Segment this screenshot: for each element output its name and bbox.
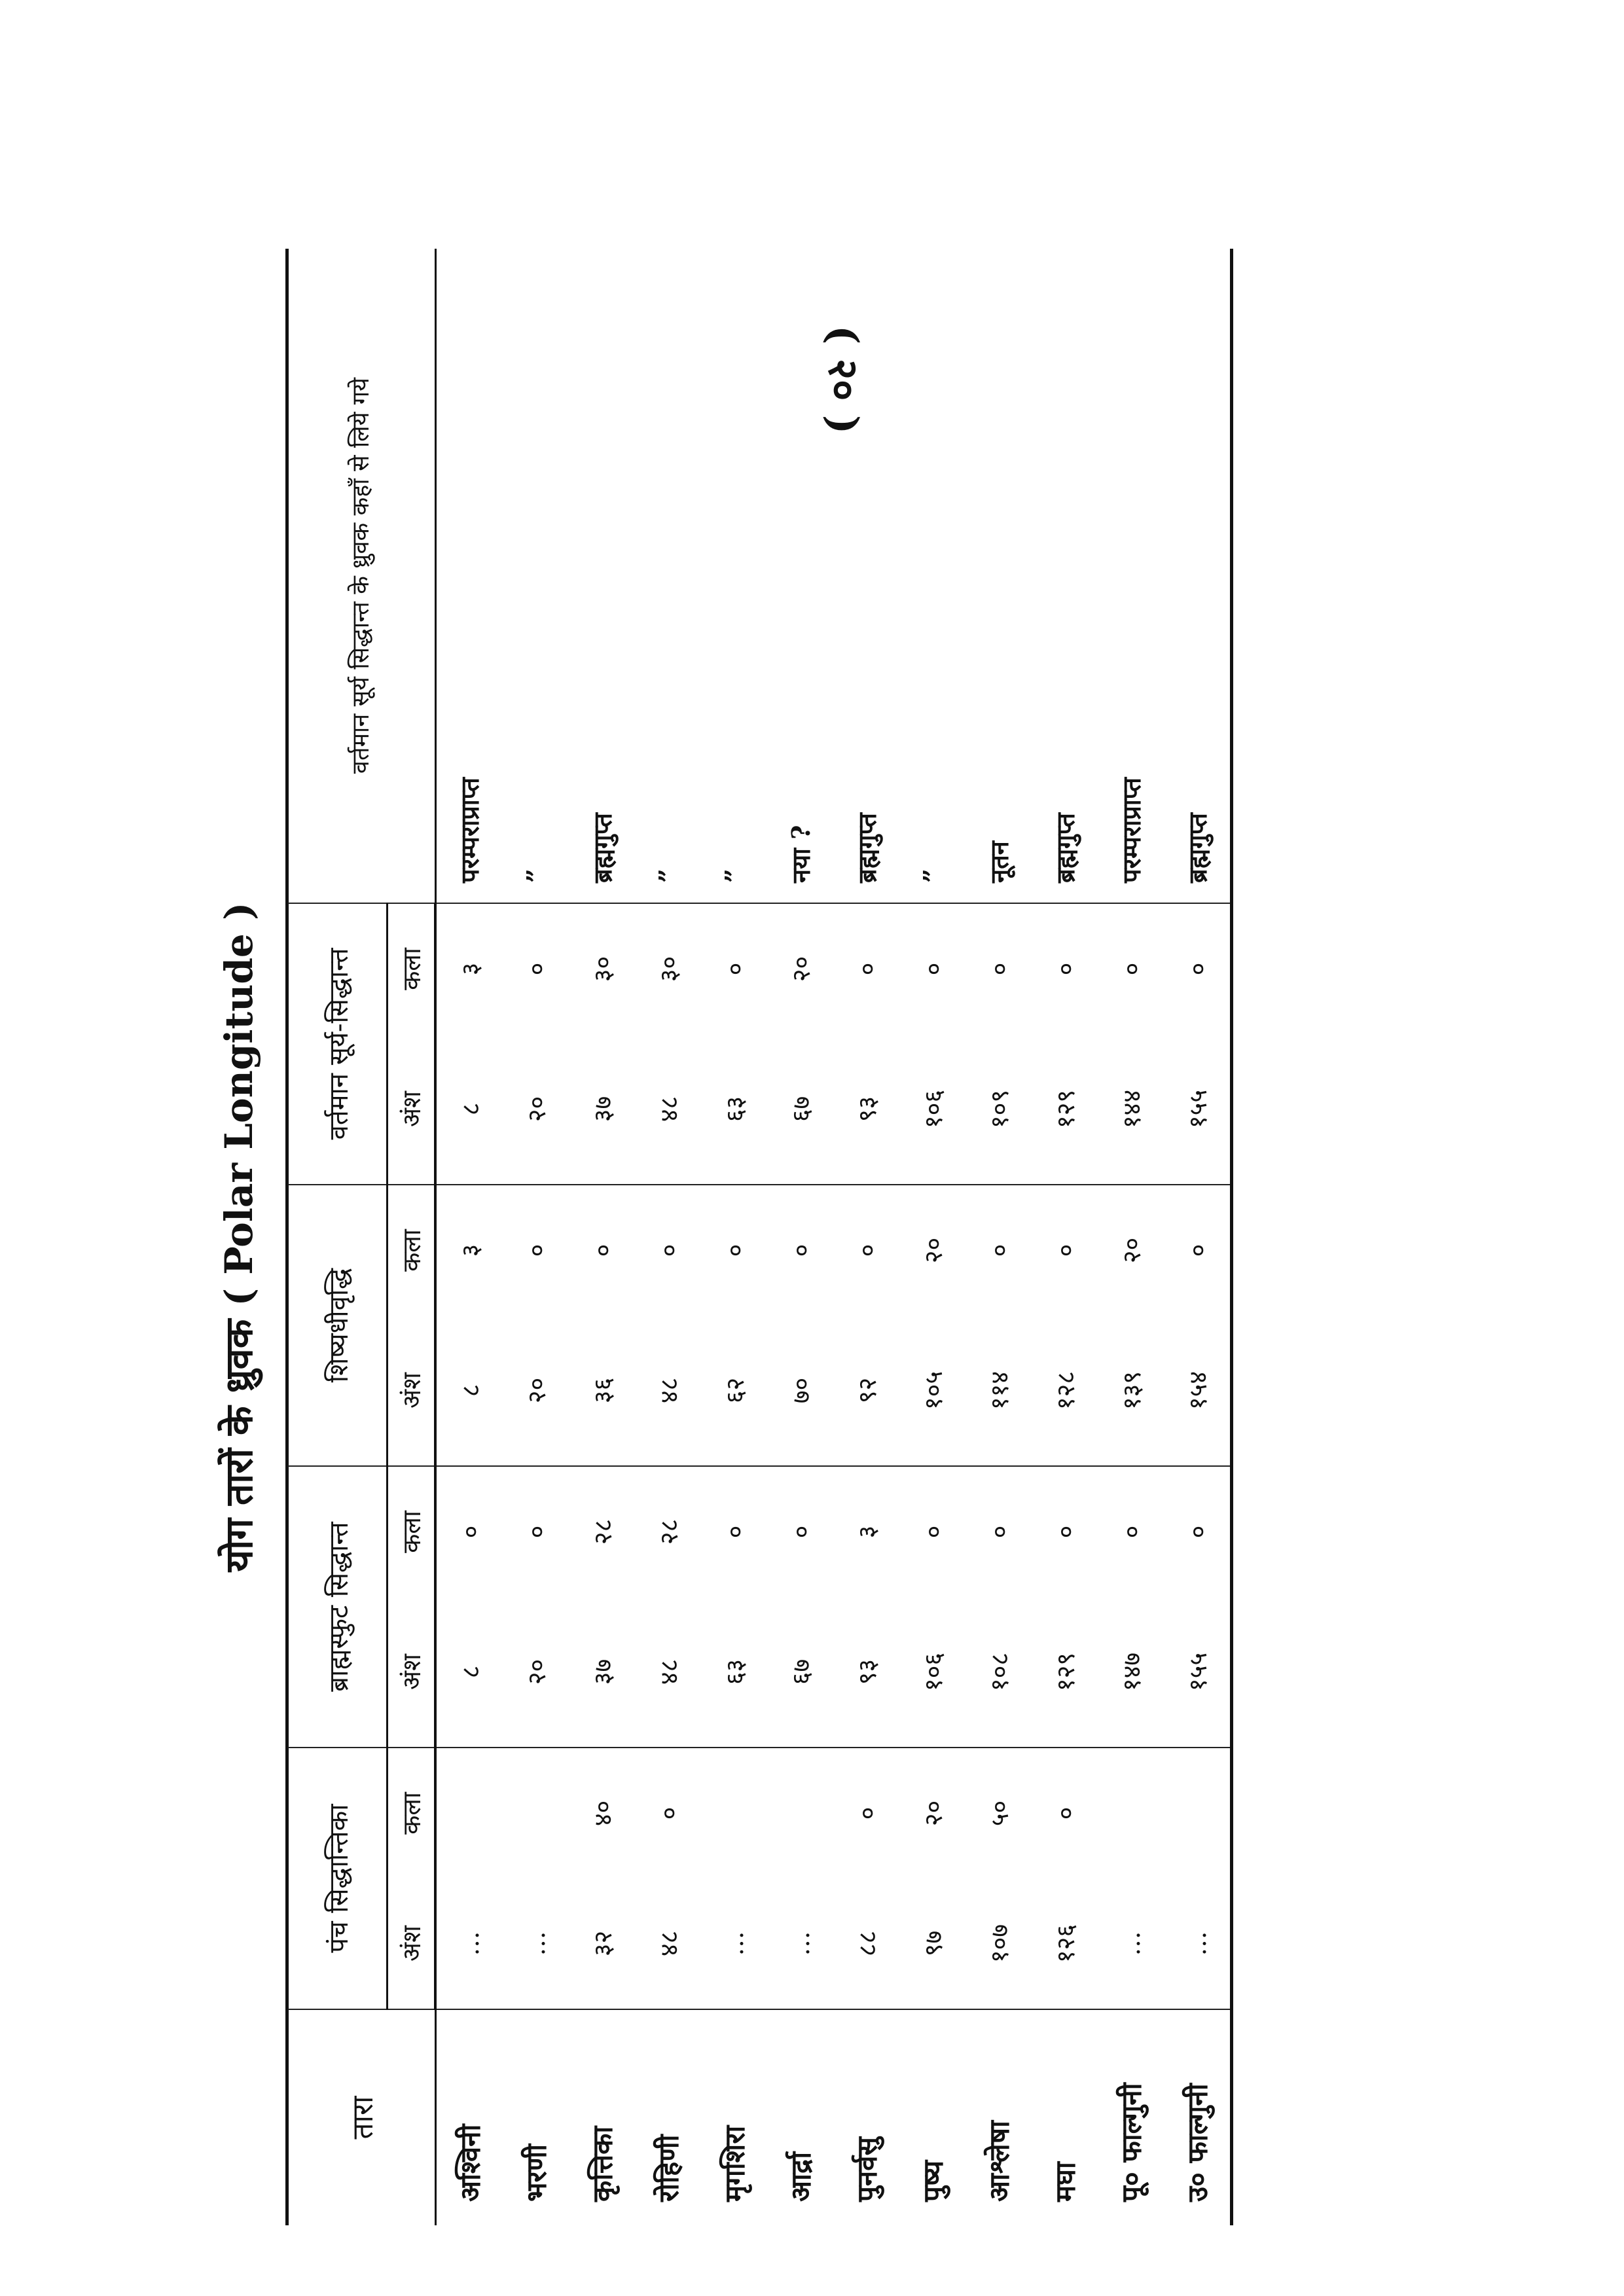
table-row (569, 249, 635, 2225)
cell-source: परम्पराप्राप्त (1098, 249, 1164, 903)
cell-brahma-ansh: १०६ (899, 1597, 965, 1748)
sub-ansh: अंश (388, 1034, 436, 1185)
cell-name: उ० फाल्गुनी (1182, 2083, 1214, 2202)
cell-shishya-ansh: ७० (767, 1316, 833, 1466)
cell-name: आर्द्रा (785, 2151, 817, 2202)
header-panch-siddhantika: पंच सिद्धान्तिका (288, 1748, 388, 2009)
cell-surya-kala: ० (852, 962, 882, 976)
cell-name: पुनर्वसु (851, 2137, 883, 2202)
cell-surya-ansh: ४८ (635, 1034, 701, 1185)
cell-panch-kala (767, 1748, 833, 1878)
cell-panch-ansh: … (503, 1878, 569, 2009)
header-source: वर्तमान सूर्य सिद्धान्त के ध्रुवक कहाँ से लिये गये (288, 249, 435, 903)
cell-brahma-ansh: २० (503, 1597, 569, 1748)
header-brahmasphuta-siddhanta: ब्राह्मस्फुट सिद्धान्त (288, 1466, 388, 1748)
header-group-row (288, 249, 388, 2225)
table-row (1032, 249, 1098, 2225)
cell-brahma-ansh: ६७ (767, 1597, 833, 1748)
cell-brahma-ansh: १४७ (1098, 1597, 1164, 1748)
sub-ansh: अंश (388, 1597, 436, 1748)
cell-panch-kala (1098, 1748, 1164, 1878)
cell-brahma-ansh: ८ (435, 1597, 503, 1748)
cell-shishya-ansh: १३९ (1098, 1316, 1164, 1466)
cell-panch-ansh: … (435, 1878, 503, 2009)
cell-source: ” (503, 249, 569, 903)
cell-surya-kala: २० (786, 956, 816, 982)
cell-surya-kala: ० (918, 962, 948, 976)
cell-panch-ansh: ४८ (635, 1878, 701, 2009)
cell-shishya-kala: ० (852, 1244, 882, 1257)
cell-name: भरणी (520, 2144, 552, 2202)
header-vartaman-surya-siddhanta: वर्तमान सूर्य-सिद्धान्त (288, 903, 388, 1185)
cell-source: ब्रह्मगुप्त (569, 249, 635, 903)
cell-panch-ansh: ३२ (569, 1878, 635, 2009)
cell-name: रोहिणी (653, 2134, 685, 2202)
cell-shishya-kala: ० (588, 1244, 617, 1257)
header-shishyadhivriddhi: शिष्यधीवृद्धि (288, 1185, 388, 1466)
sub-ansh: अंश (388, 1878, 436, 2009)
cell-surya-ansh: ९३ (833, 1034, 899, 1185)
cell-brahma-kala: २८ (654, 1518, 683, 1545)
cell-brahma-kala: २८ (588, 1518, 617, 1545)
cell-shishya-ansh: ४८ (635, 1316, 701, 1466)
cell-name: मघा (1049, 2162, 1081, 2202)
cell-brahma-kala: ० (720, 1525, 749, 1539)
cell-shishya-ansh: २० (503, 1316, 569, 1466)
polar-longitude-table (288, 249, 1233, 2225)
cell-surya-ansh: १०९ (965, 1034, 1032, 1185)
cell-source: ब्रह्मगुप्त (1164, 249, 1232, 903)
cell-surya-kala: ० (1051, 962, 1080, 976)
cell-shishya-kala: ० (522, 1244, 551, 1257)
cell-shishya-ansh: ६२ (701, 1316, 767, 1466)
cell-panch-ansh: १२६ (1032, 1878, 1098, 2009)
sub-kala: कला (388, 1185, 436, 1316)
table-row (635, 249, 701, 2225)
cell-name: पुष्य (917, 2160, 949, 2202)
cell-brahma-ansh: १५५ (1164, 1597, 1232, 1748)
sub-kala: कला (388, 1748, 436, 1878)
cell-panch-kala: ४० (588, 1800, 617, 1827)
cell-brahma-ansh: १०८ (965, 1597, 1032, 1748)
table-body (435, 249, 1232, 2225)
table-row (701, 249, 767, 2225)
table-row (1164, 249, 1232, 2225)
cell-shishya-kala: २० (1117, 1237, 1146, 1264)
cell-surya-kala: ० (984, 962, 1014, 976)
cell-panch-kala: ० (654, 1806, 683, 1820)
cell-brahma-kala: ० (456, 1525, 485, 1539)
cell-brahma-kala: ० (1051, 1525, 1080, 1539)
cell-surya-kala: ० (1117, 962, 1146, 976)
table-row (833, 249, 899, 2225)
cell-panch-kala: ५० (984, 1800, 1014, 1827)
cell-shishya-kala: २० (918, 1237, 948, 1264)
cell-shishya-ansh: ११४ (965, 1316, 1032, 1466)
cell-surya-ansh: २० (503, 1034, 569, 1185)
polar-longitude-table-block (203, 249, 1420, 2225)
table-row (1098, 249, 1164, 2225)
cell-source: नया ? (767, 249, 833, 903)
cell-surya-ansh: १४४ (1098, 1034, 1164, 1185)
cell-surya-kala: ३ (456, 962, 485, 976)
page-number: ( २० ) (820, 325, 867, 435)
cell-name: कृत्तिका (586, 2126, 619, 2202)
cell-shishya-ansh: ८ (435, 1316, 503, 1466)
cell-shishya-kala: ० (1051, 1244, 1080, 1257)
cell-shishya-kala: ० (1183, 1244, 1212, 1257)
cell-shishya-ansh: १२८ (1032, 1316, 1098, 1466)
cell-surya-ansh: १०६ (899, 1034, 965, 1185)
cell-surya-ansh: १५५ (1164, 1034, 1232, 1185)
cell-brahma-ansh: ४८ (635, 1597, 701, 1748)
cell-name: अश्विनी (454, 2124, 486, 2202)
sub-kala: कला (388, 903, 436, 1034)
cell-surya-ansh: १२९ (1032, 1034, 1098, 1185)
cell-brahma-kala: ३ (852, 1525, 882, 1539)
header-tara: तारा (288, 2009, 435, 2225)
cell-brahma-ansh: ६३ (701, 1597, 767, 1748)
cell-panch-kala: २० (918, 1800, 948, 1827)
cell-surya-ansh: ८ (435, 1034, 503, 1185)
bottom-rule (1232, 249, 1234, 2225)
cell-surya-kala: ३० (654, 956, 683, 982)
cell-brahma-ansh: १२९ (1032, 1597, 1098, 1748)
cell-surya-ansh: ६३ (701, 1034, 767, 1185)
cell-brahma-kala: ० (1183, 1525, 1212, 1539)
cell-brahma-kala: ० (522, 1525, 551, 1539)
cell-panch-ansh: … (1098, 1878, 1164, 2009)
cell-shishya-ansh: १०५ (899, 1316, 965, 1466)
cell-panch-ansh: ८८ (833, 1878, 899, 2009)
cell-surya-kala: ३० (588, 956, 617, 982)
cell-shishya-kala: ० (720, 1244, 749, 1257)
cell-shishya-kala: ३ (456, 1244, 485, 1257)
table-title: योग तारों के ध्रुवक ( Polar Longitude ) (217, 902, 261, 1572)
cell-name: मृगशिरा (719, 2125, 751, 2202)
table-row (767, 249, 833, 2225)
cell-source: ” (635, 249, 701, 903)
cell-panch-kala: ० (852, 1806, 882, 1820)
cell-panch-ansh: … (1164, 1878, 1232, 2009)
table-row (899, 249, 965, 2225)
sub-ansh: अंश (388, 1316, 436, 1466)
cell-shishya-ansh: १५४ (1164, 1316, 1232, 1466)
cell-surya-kala: ० (522, 962, 551, 976)
cell-shishya-kala: ० (984, 1244, 1014, 1257)
cell-panch-kala (435, 1748, 503, 1878)
cell-source: परम्पराप्राप्त (435, 249, 503, 903)
sub-kala: कला (388, 1466, 436, 1597)
cell-shishya-ansh: ३६ (569, 1316, 635, 1466)
table-row (503, 249, 569, 2225)
table-row (965, 249, 1032, 2225)
cell-source: ब्रह्मगुप्त (1032, 249, 1098, 903)
cell-brahma-ansh: ३७ (569, 1597, 635, 1748)
cell-panch-kala: ० (1051, 1806, 1080, 1820)
cell-panch-ansh: १०७ (965, 1878, 1032, 2009)
cell-brahma-kala: ० (786, 1525, 816, 1539)
cell-shishya-kala: ० (654, 1244, 683, 1257)
cell-source: ” (899, 249, 965, 903)
cell-panch-ansh: … (767, 1878, 833, 2009)
cell-panch-kala (503, 1748, 569, 1878)
cell-surya-ansh: ६७ (767, 1034, 833, 1185)
cell-name: पू० फाल्गुनी (1115, 2083, 1147, 2202)
cell-surya-ansh: ३७ (569, 1034, 635, 1185)
cell-source: ब्रह्मगुप्त (833, 249, 899, 903)
cell-source: नूतन (965, 249, 1032, 903)
cell-surya-kala: ० (720, 962, 749, 976)
cell-panch-ansh: ९७ (899, 1878, 965, 2009)
cell-panch-kala (1164, 1748, 1232, 1878)
cell-name: आश्लेषा (983, 2121, 1015, 2202)
cell-brahma-kala: ० (1117, 1525, 1146, 1539)
cell-surya-kala: ० (1183, 962, 1212, 976)
cell-brahma-kala: ० (918, 1525, 948, 1539)
table-row (435, 249, 503, 2225)
cell-brahma-ansh: ९३ (833, 1597, 899, 1748)
cell-brahma-kala: ० (984, 1525, 1014, 1539)
cell-panch-ansh: … (701, 1878, 767, 2009)
cell-panch-kala (701, 1748, 767, 1878)
cell-shishya-ansh: ९२ (833, 1316, 899, 1466)
cell-source: ” (701, 249, 767, 903)
cell-shishya-kala: ० (786, 1244, 816, 1257)
